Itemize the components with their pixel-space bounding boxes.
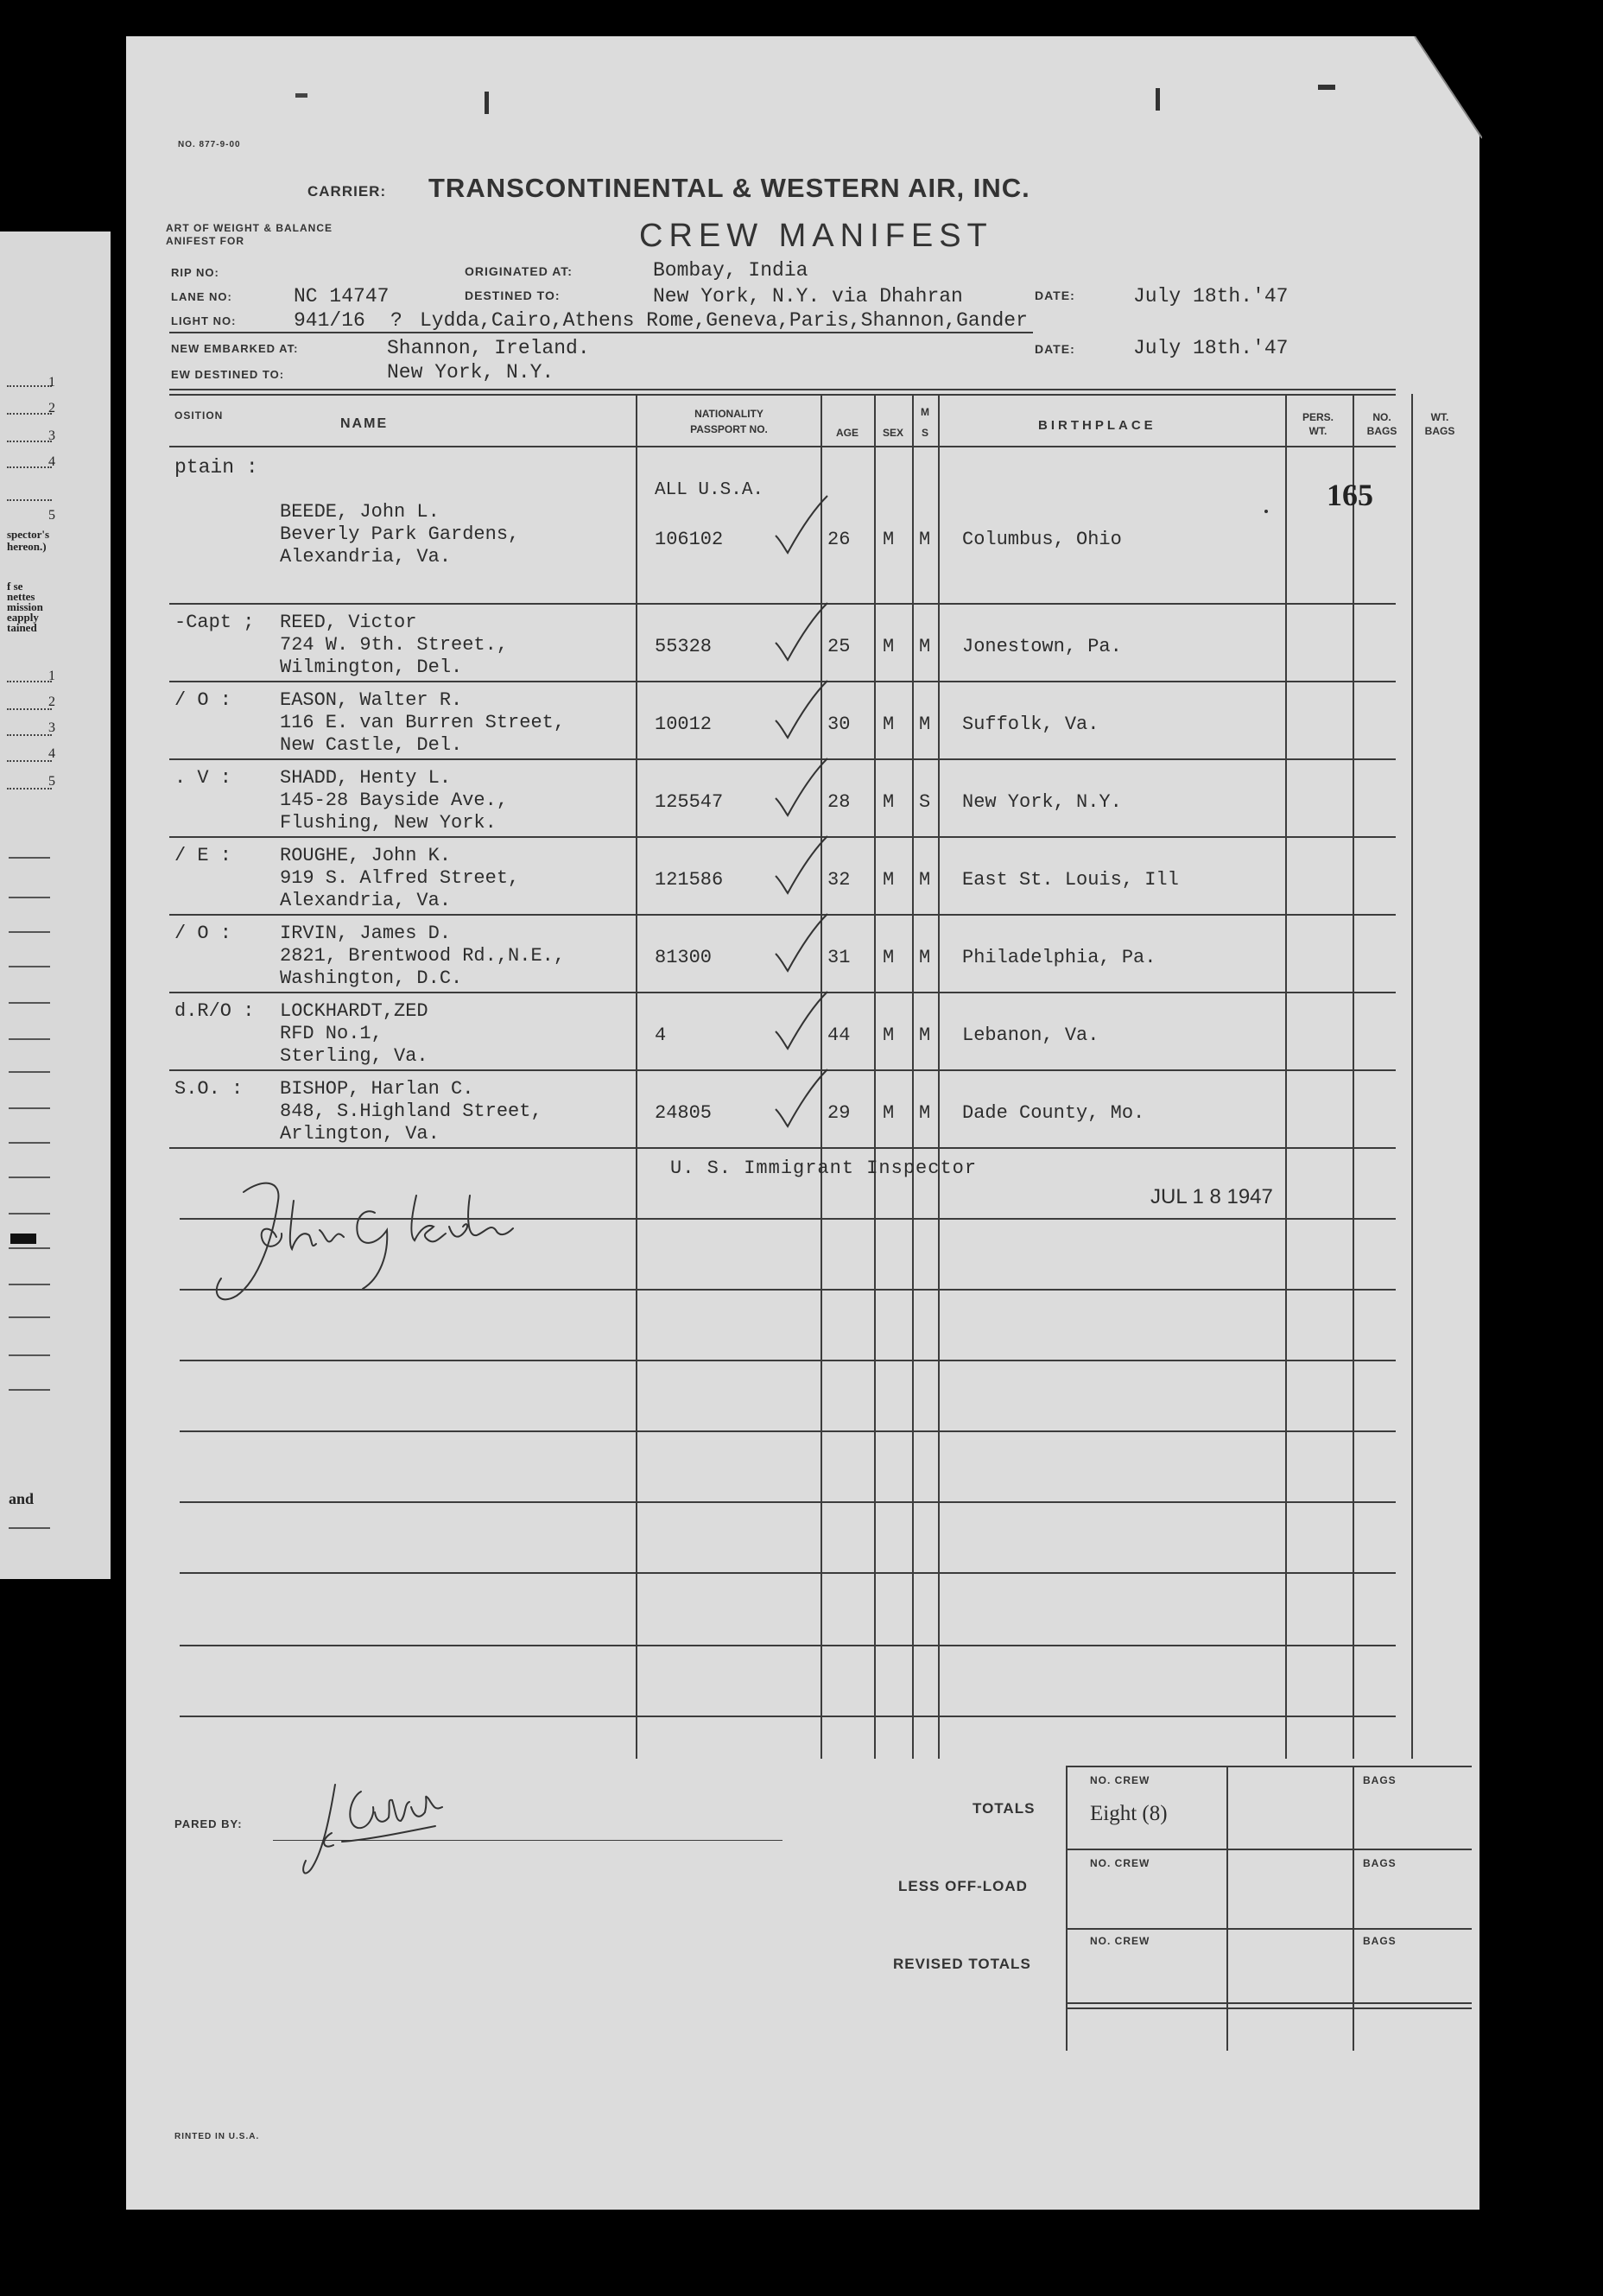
crew-address-line: Arlington, Va. <box>280 1123 440 1145</box>
crew-birthplace: East St. Louis, Ill <box>962 869 1179 891</box>
strip-text: hereon.) <box>7 540 47 553</box>
ink-dot <box>1264 510 1268 513</box>
crew-address-line: 919 S. Alfred Street, <box>280 867 520 889</box>
checkmark-icon <box>772 753 833 822</box>
strip-number: 2 <box>48 695 55 709</box>
flight-no: 941/16 <box>294 309 365 332</box>
header-passport: PASSPORT NO. <box>690 423 768 435</box>
crew-sex: M <box>883 791 895 813</box>
part-label: ART OF WEIGHT & BALANCE <box>166 222 333 234</box>
crew-birthplace: Philadelphia, Pa. <box>962 947 1156 968</box>
header-wt-bags: BAGS <box>1424 425 1455 437</box>
crew-sex: M <box>883 947 895 968</box>
crew-age: 31 <box>827 947 851 968</box>
originated-at: Bombay, India <box>653 259 808 282</box>
inspector-stamp: U. S. Immigrant Inspector <box>670 1158 978 1179</box>
crew-sex: M <box>883 869 895 891</box>
destined-to: New York, N.Y. via Dhahran <box>653 285 963 308</box>
strip-number: 5 <box>48 774 55 789</box>
strip-number: 4 <box>48 454 55 469</box>
checkmark-icon <box>772 675 833 745</box>
checkmark-icon <box>772 1064 833 1133</box>
bags-label: BAGS <box>1363 1935 1397 1947</box>
pers-wt-mark: 165 <box>1327 478 1373 512</box>
crew-passport: 81300 <box>655 947 713 968</box>
crew-address-line: Beverly Park Gardens, <box>280 523 520 545</box>
crew-passport: 10012 <box>655 714 713 735</box>
part-label: ANIFEST FOR <box>166 235 244 247</box>
crew-sex: M <box>883 714 895 735</box>
embarked-label: NEW EMBARKED AT: <box>171 342 299 355</box>
checkmark-icon <box>772 598 833 667</box>
totals-label: TOTALS <box>973 1800 1036 1817</box>
header-pers-wt: PERS. <box>1302 411 1334 423</box>
header-age: AGE <box>835 427 859 439</box>
strip-mark <box>10 1234 36 1244</box>
crew-position: . V : <box>174 767 232 789</box>
crew-passport: 55328 <box>655 636 713 657</box>
crew-marital-status: M <box>919 947 931 968</box>
header-pers-wt: WT. <box>1308 425 1327 437</box>
stamp-date: JUL 1 8 1947 <box>1150 1185 1273 1208</box>
total-crew: Eight (8) <box>1090 1802 1168 1825</box>
crew-passport: 4 <box>655 1024 667 1046</box>
prepared-by-label: PARED BY: <box>174 1817 243 1830</box>
strip-number: 5 <box>48 508 55 523</box>
flight-no-label: LIGHT NO: <box>171 314 237 327</box>
crew-age: 26 <box>827 529 851 550</box>
crew-sex: M <box>883 1102 895 1124</box>
crew-address-line: Sterling, Va. <box>280 1045 428 1067</box>
crew-address-line: RFD No.1, <box>280 1023 383 1044</box>
crew-name: EASON, Walter R. <box>280 689 463 711</box>
revised-totals-label: REVISED TOTALS <box>893 1956 1031 1972</box>
crew-birthplace: Lebanon, Va. <box>962 1024 1099 1046</box>
crew-birthplace: Columbus, Ohio <box>962 529 1122 550</box>
strip-number: 2 <box>48 401 55 415</box>
crew-passport: 24805 <box>655 1102 713 1124</box>
crew-age: 29 <box>827 1102 851 1124</box>
crew-age: 32 <box>827 869 851 891</box>
header-ms-s: S <box>921 427 928 439</box>
no-crew-label: NO. CREW <box>1090 1857 1150 1869</box>
originated-label: ORIGINATED AT: <box>465 264 573 278</box>
crew-birthplace: Jonestown, Pa. <box>962 636 1122 657</box>
crew-marital-status: M <box>919 1024 931 1046</box>
crew-passport: 106102 <box>655 529 724 550</box>
carrier-label: CARRIER: <box>307 183 387 200</box>
crew-address-line: 724 W. 9th. Street., <box>280 634 509 656</box>
strip-text: nettes <box>7 590 35 603</box>
plane-no-label: LANE NO: <box>171 290 232 303</box>
date-label: DATE: <box>1035 289 1075 302</box>
crew-sex: M <box>883 1024 895 1046</box>
less-offload-label: LESS OFF-LOAD <box>898 1878 1028 1894</box>
crew-address-line: New Castle, Del. <box>280 734 463 756</box>
crew-address-line: Alexandria, Va. <box>280 546 452 568</box>
strip-number: 3 <box>48 720 55 735</box>
punch-mark <box>1156 88 1160 111</box>
crew-address-line: Wilmington, Del. <box>280 656 463 678</box>
header-sex: SEX <box>882 427 903 439</box>
flight-mark: ? <box>390 309 402 332</box>
trip-no-label: RIP NO: <box>171 266 219 279</box>
crew-marital-status: M <box>919 529 931 550</box>
strip-text: and <box>9 1490 35 1507</box>
header-ms-m: M <box>921 406 929 418</box>
header-nationality: NATIONALITY <box>694 408 763 420</box>
crew-position: -Capt ; <box>174 612 255 633</box>
crew-address-line: Flushing, New York. <box>280 812 497 834</box>
crew-address-line: 145-28 Bayside Ave., <box>280 790 509 811</box>
checkmark-icon <box>772 831 833 900</box>
crew-position: S.O. : <box>174 1078 244 1100</box>
inspector-signature <box>176 1151 625 1323</box>
strip-number: 4 <box>48 746 55 761</box>
crew-passport: 121586 <box>655 869 724 891</box>
header-position: OSITION <box>174 409 224 422</box>
header-name: NAME <box>340 416 389 431</box>
form-title: CREW MANIFEST <box>639 218 993 254</box>
destined-label: EW DESTINED TO: <box>171 368 285 381</box>
destined-to-label: DESTINED TO: <box>465 289 561 302</box>
header-wt-bags: WT. <box>1430 411 1449 423</box>
captain-label: ptain : <box>174 456 258 479</box>
crew-name: IRVIN, James D. <box>280 923 452 944</box>
crew-name: BEEDE, John L. <box>280 501 440 523</box>
no-crew-label: NO. CREW <box>1090 1774 1150 1786</box>
crew-name: SHADD, Henty L. <box>280 767 452 789</box>
strip-text: spector's <box>7 528 50 541</box>
strip-text: mission <box>7 600 43 613</box>
strip-number: 3 <box>48 428 55 443</box>
crew-birthplace: Suffolk, Va. <box>962 714 1099 735</box>
checkmark-icon <box>772 986 833 1056</box>
embarked-at: Shannon, Ireland. <box>387 337 590 359</box>
crew-name: BISHOP, Harlan C. <box>280 1078 474 1100</box>
prepared-signature <box>288 1773 470 1885</box>
crew-sex: M <box>883 529 895 550</box>
checkmark-icon <box>772 909 833 978</box>
header-no-bags: NO. <box>1372 411 1391 423</box>
crew-address-line: 2821, Brentwood Rd.,N.E., <box>280 945 566 967</box>
plane-no: NC 14747 <box>294 285 390 308</box>
crew-sex: M <box>883 636 895 657</box>
crew-manifest-page <box>126 36 1479 2210</box>
bags-label: BAGS <box>1363 1774 1397 1786</box>
crew-address-line: 116 E. van Burren Street, <box>280 712 566 733</box>
date-2: July 18th.'47 <box>1133 337 1289 359</box>
date-1: July 18th.'47 <box>1133 285 1289 308</box>
header-birthplace: BIRTHPLACE <box>1038 418 1156 433</box>
crew-name: LOCKHARDT,ZED <box>280 1000 428 1022</box>
all-usa: ALL U.S.A. <box>655 480 764 500</box>
printed-label: RINTED IN U.S.A. <box>174 2132 260 2141</box>
crew-position: d.R/O : <box>174 1000 255 1022</box>
crew-address-line: Washington, D.C. <box>280 967 463 989</box>
crew-age: 28 <box>827 791 851 813</box>
crew-position: / O : <box>174 923 232 944</box>
crew-marital-status: M <box>919 636 931 657</box>
punch-mark <box>1318 85 1335 90</box>
strip-text: eapply <box>7 611 39 624</box>
strip-number: 1 <box>48 669 55 683</box>
crew-address-line: Alexandria, Va. <box>280 890 452 911</box>
crew-marital-status: M <box>919 869 931 891</box>
bags-label: BAGS <box>1363 1857 1397 1869</box>
crew-name: REED, Victor <box>280 612 417 633</box>
no-crew-label: NO. CREW <box>1090 1935 1150 1947</box>
route: Lydda,Cairo,Athens Rome,Geneva,Paris,Shannon,Gander <box>420 309 1028 332</box>
crew-address-line: 848, S.Highland Street, <box>280 1100 542 1122</box>
carrier-name: TRANSCONTINENTAL & WESTERN AIR, INC. <box>428 173 1030 203</box>
crew-passport: 125547 <box>655 791 724 813</box>
punch-mark <box>485 92 489 114</box>
crew-position: / O : <box>174 689 232 711</box>
crew-marital-status: M <box>919 1102 931 1124</box>
crew-marital-status: M <box>919 714 931 735</box>
form-code: NO. 877-9-00 <box>178 140 241 149</box>
strip-number: 1 <box>48 375 55 390</box>
crew-marital-status: S <box>919 791 931 813</box>
strip-text: tained <box>7 621 37 634</box>
strip-text: f se <box>7 580 23 593</box>
date-label-2: DATE: <box>1035 342 1075 356</box>
adjacent-page-strip <box>0 232 111 1579</box>
crew-position: / E : <box>174 845 232 866</box>
crew-birthplace: Dade County, Mo. <box>962 1102 1145 1124</box>
checkmark-icon <box>772 491 833 560</box>
crew-age: 25 <box>827 636 851 657</box>
crew-name: ROUGHE, John K. <box>280 845 452 866</box>
crew-birthplace: New York, N.Y. <box>962 791 1122 813</box>
punch-mark <box>295 93 307 98</box>
destined-at: New York, N.Y. <box>387 361 554 384</box>
header-no-bags: BAGS <box>1366 425 1397 437</box>
crew-age: 30 <box>827 714 851 735</box>
folded-corner <box>1404 36 1482 140</box>
crew-age: 44 <box>827 1024 851 1046</box>
